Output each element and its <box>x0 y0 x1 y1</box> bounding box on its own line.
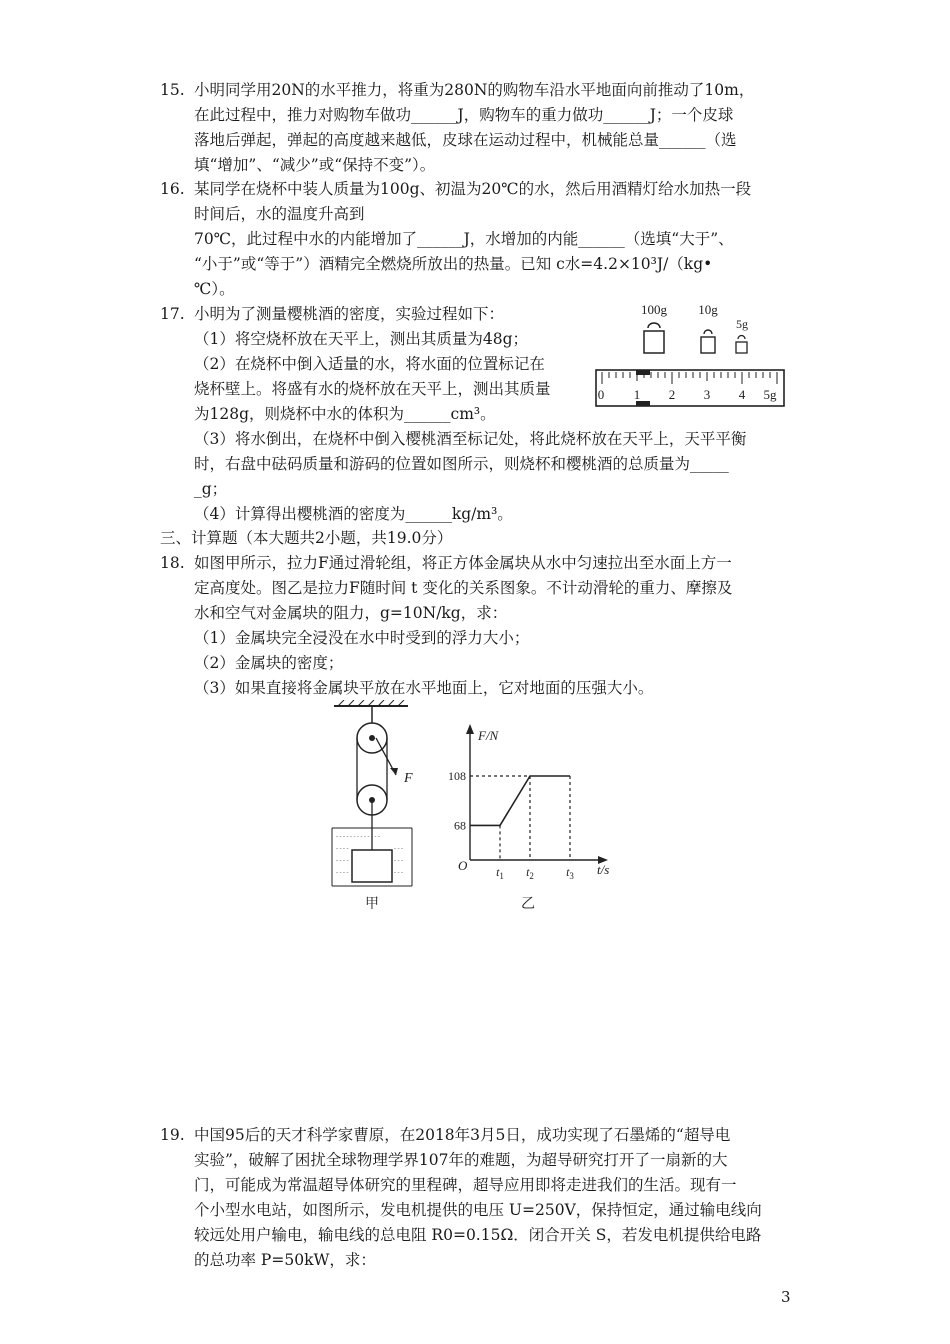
x-tick-label: $t_2$ <box>526 865 534 881</box>
force-arrow-icon <box>390 768 398 775</box>
q18-line-3: 水和空气对金属块的阻力，g=10N/kg，求： <box>194 604 508 622</box>
question-number: 15. <box>160 81 185 99</box>
svg-text:- - - -: - - - - <box>336 858 349 864</box>
scale-label-0: 0 <box>597 387 605 402</box>
q17-line-9: （4）计算得出樱桃酒的密度为______kg/m³。 <box>194 505 513 523</box>
origin-label: O <box>458 858 468 873</box>
q16-line-1: 某同学在烧杯中装人质量为100g、初温为20℃的水，然后用酒精灯给水加热一段 <box>194 180 752 198</box>
svg-text:- - -: - - - <box>394 870 403 876</box>
weight-label-100g: 100g <box>641 302 667 317</box>
svg-text:- - - - - - - - - - - - -: - - - - - - - - - - - - - <box>336 834 380 840</box>
q18-line-6: （3）如果直接将金属块平放在水平地面上，它对地面的压强大小。 <box>194 679 654 697</box>
scale-label-4: 4 <box>738 387 746 402</box>
q19-line-6: 的总功率 P=50kW，求： <box>194 1251 376 1269</box>
q16-line-2: 时间后，水的温度升高到 <box>194 205 365 223</box>
question-number: 18. <box>160 554 185 572</box>
q16-line-5: ℃）。 <box>194 280 235 298</box>
q16-line-4: “小于”或“等于”）酒精完全燃烧所放出的热量。已知 c水=4.2×10³J/（kg• <box>194 255 713 273</box>
section-heading: 三、计算题（本大题共2小题，共19.0分） <box>160 529 453 547</box>
balance-figure <box>592 298 790 410</box>
q17-line-8: _g； <box>194 480 228 498</box>
svg-text:- - - -: - - - - <box>336 870 349 876</box>
q15-line-3: 落地后弹起，弹起的高度越来越低，皮球在运动过程中，机械能总量______（选 <box>194 131 737 149</box>
q18-line-1: 如图甲所示，拉力F通过滑轮组，将正方体金属块从水中匀速拉出至水面上方一 <box>194 554 732 572</box>
q15-line-4: 填“增加”、“减少”或“保持不变”）。 <box>194 156 436 174</box>
q17-line-2: （1）将空烧杯放在天平上，测出其质量为48g； <box>194 330 529 348</box>
svg-text:- - -: - - - <box>394 846 403 852</box>
weight-label-5g: 5g <box>736 317 748 331</box>
question-16 <box>160 177 800 302</box>
scale-label-5g: 5g <box>763 387 777 402</box>
q17-line-1: 小明为了测量樱桃酒的密度，实验过程如下： <box>194 305 505 323</box>
q19-line-2: 实验”，破解了困扰全球物理学界107年的难题，为超导研究打开了一扇新的大 <box>194 1151 728 1169</box>
page-number: 3 <box>781 1288 791 1306</box>
q18-line-4: （1）金属块完全浸没在水中时受到的浮力大小； <box>194 629 530 647</box>
q15-line-2: 在此过程中，推力对购物车做功______J，购物车的重力做功______J；一个皮球 <box>194 106 734 124</box>
question-18 <box>160 551 800 701</box>
force-time-chart <box>440 722 630 914</box>
series-line <box>470 776 570 825</box>
q16-line-3: 70℃，此过程中水的内能增加了______J，水增加的内能______（选填“大于”、 <box>194 230 734 248</box>
q17-line-4: 烧杯壁上。将盛有水的烧杯放在天平上，测出其质量 <box>194 380 551 398</box>
metal-block <box>352 850 392 882</box>
q19-line-4: 个小型水电站，如图所示，发电机提供的电压 U=250V，保持恒定，通过输电线向 <box>194 1201 762 1219</box>
scale-label-1: 1 <box>633 387 641 402</box>
q17-line-3: （2）在烧杯中倒入适量的水，将水面的位置标记在 <box>194 355 545 373</box>
y-tick-label: 108 <box>448 769 466 783</box>
q18-line-5: （2）金属块的密度； <box>194 654 344 672</box>
question-number: 17. <box>160 305 185 323</box>
q17-line-5: 为128g，则烧杯中水的体积为______cm³。 <box>194 405 496 423</box>
svg-text:- - -: - - - <box>394 858 403 864</box>
scale-label-3: 3 <box>703 387 711 402</box>
question-19 <box>160 1123 800 1273</box>
q19-line-5: 较远处用户输电，输电线的总电阻 R0=0.15Ω．闭合开关 S，若发电机提供给电路 <box>194 1226 762 1244</box>
question-number: 16. <box>160 180 185 198</box>
x-axis-label: t/s <box>597 862 610 877</box>
weight-5g-icon <box>736 336 747 354</box>
question-15 <box>160 78 800 178</box>
y-tick-label: 68 <box>454 818 466 833</box>
rider <box>636 370 650 375</box>
svg-text:- - - -: - - - - <box>336 846 349 852</box>
q18-line-2: 定高度处。图乙是拉力F随时间 t 变化的关系图象。不计动滑轮的重力、摩擦及 <box>194 579 733 597</box>
q19-line-1: 中国95后的天才科学家曹原，在2018年3月5日，成功实现了石墨烯的“超导电 <box>194 1126 731 1144</box>
q17-line-6: （3）将水倒出，在烧杯中倒入樱桃酒至标记处，将此烧杯放在天平上，天平平衡 <box>194 430 747 448</box>
pulley-figure <box>318 700 428 915</box>
x-tick-label: $t_3$ <box>566 865 574 881</box>
force-label: F <box>404 771 413 786</box>
weight-10g-icon <box>701 330 715 353</box>
weight-100g-icon <box>644 323 664 353</box>
weight-label-10g: 10g <box>698 302 718 317</box>
scale-label-2: 2 <box>668 387 676 402</box>
caption-yi: 乙 <box>521 897 535 912</box>
caption-jia: 甲 <box>365 897 379 912</box>
question-number: 19. <box>160 1126 185 1144</box>
x-tick-label: $t_1$ <box>496 865 504 881</box>
q15-line-1: 小明同学用20N的水平推力，将重为280N的购物车沿水平地面向前推动了10m， <box>194 81 755 99</box>
y-axis-label: F/N <box>478 728 499 743</box>
q17-line-7: 时，右盘中砝码质量和游码的位置如图所示，则烧杯和樱桃酒的总质量为_____ <box>194 455 729 473</box>
q19-line-3: 门，可能成为常温超导体研究的里程碑，超导应用即将走进我们的生活。现有一 <box>194 1176 737 1194</box>
